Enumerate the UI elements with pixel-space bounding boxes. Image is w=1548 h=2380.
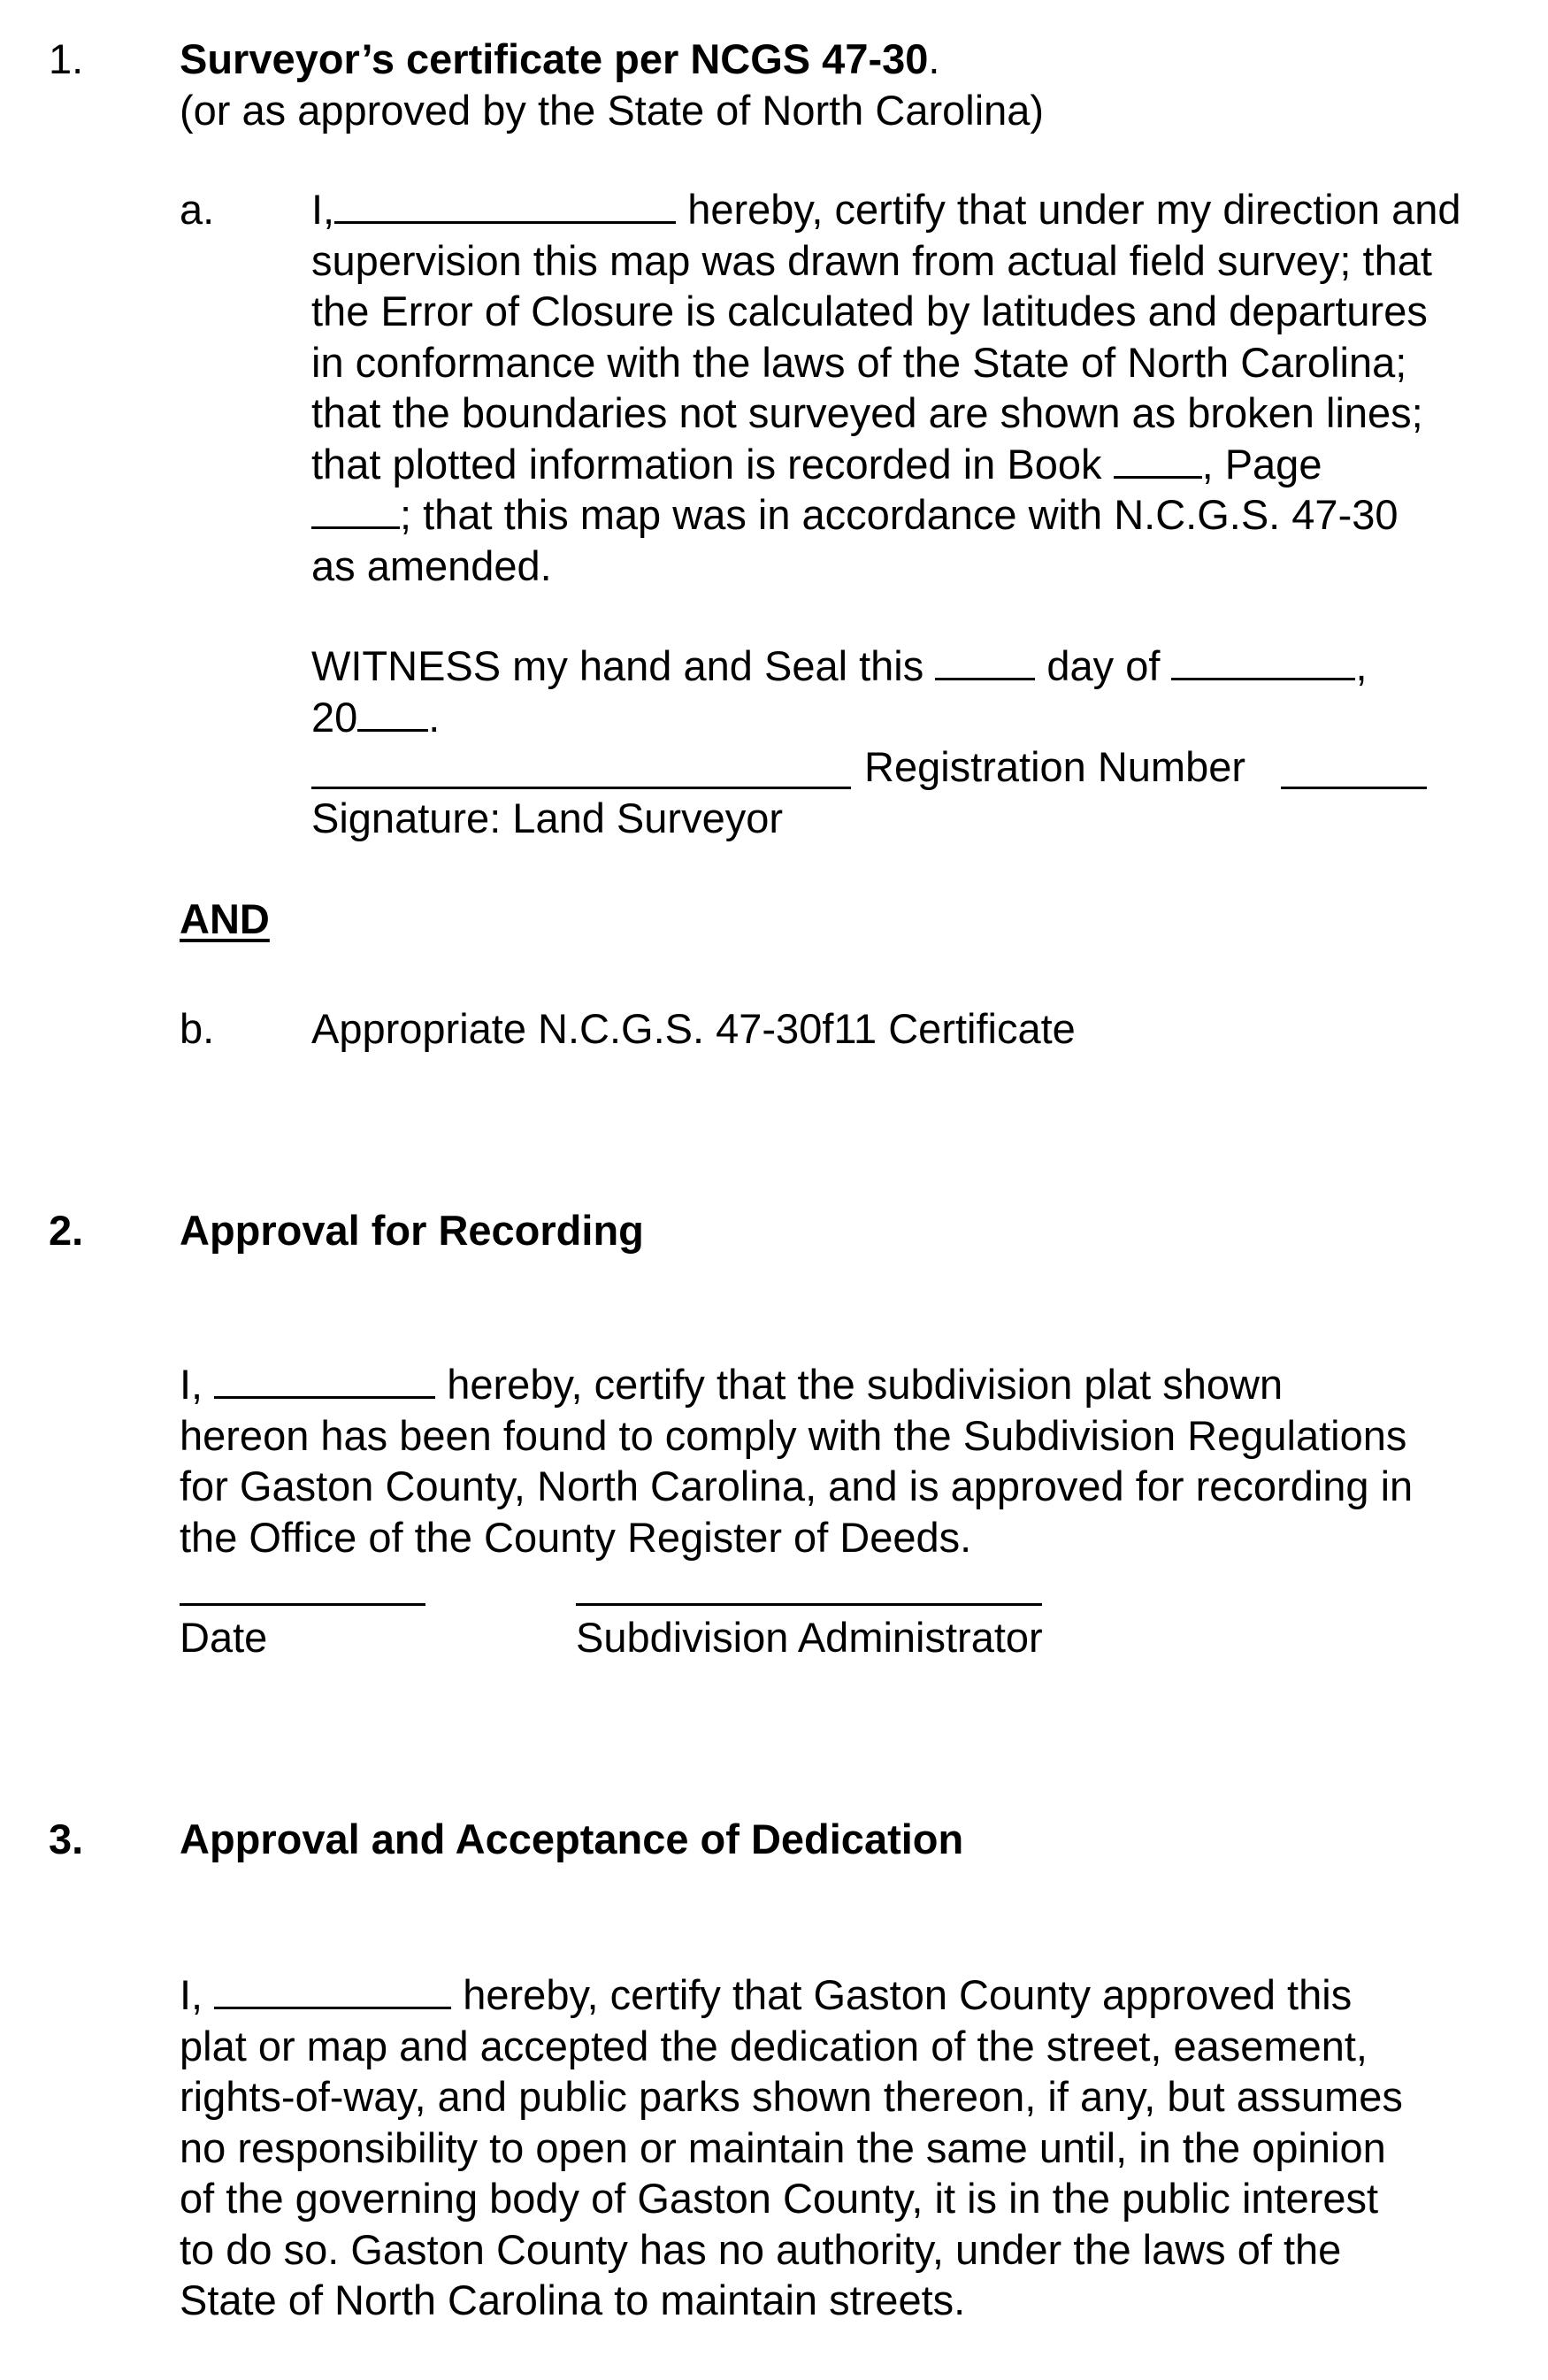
- witness-line-1: [311, 641, 1368, 692]
- section1-title-text: Surveyor’s certificate per NCGS 47-30: [180, 35, 929, 82]
- item-a-line-4: in conformance with the laws of the State of North Carolina;: [311, 338, 1407, 386]
- section3-line-1-start: I,: [180, 1971, 215, 2018]
- surveyor-signature-line[interactable]: [311, 787, 851, 789]
- section2-line-1: [180, 1359, 1413, 1410]
- section2-line-1-start: I,: [180, 1361, 215, 1408]
- section1-title: [180, 34, 939, 84]
- section3-line-1-end: hereby, certify that Gaston County approved this: [451, 1971, 1353, 2018]
- section1-subtitle: (or as approved by the State of North Carolina): [180, 87, 1045, 134]
- section2-line-2: hereon has been found to comply with the Subdivision Regulations: [180, 1411, 1407, 1459]
- item-b-text: Appropriate N.C.G.S. 47-30f11 Certificate: [311, 1005, 1076, 1052]
- section3-line-3: rights-of-way, and public parks shown thereon, if any, but assumes: [180, 2073, 1403, 2120]
- witness-text-end: ,: [1355, 642, 1368, 689]
- item-a-letter: a.: [180, 186, 215, 233]
- section1-number: 1.: [49, 35, 84, 82]
- section3-line-4: no responsibility to open or maintain the same until, in the opinion: [180, 2123, 1386, 2171]
- item-a-line-7-end: ; that this map was in accordance with N.C.G.S. 47-30: [400, 491, 1399, 538]
- item-a-line-8: as amended.: [311, 541, 552, 589]
- administrator-name-blank[interactable]: [214, 1363, 435, 1399]
- section3-line-2: plat or map and accepted the dedication of the street, easement,: [180, 2022, 1368, 2069]
- section2-title: Approval for Recording: [180, 1207, 644, 1254]
- item-a-line-6-end: , Page: [1201, 440, 1322, 488]
- item-a-line-6-start: that plotted information is recorded in Book: [311, 440, 1114, 488]
- date-label: Date: [180, 1614, 268, 1661]
- witness-text-mid: day of: [1035, 642, 1172, 689]
- administrator-label: Subdivision Administrator: [576, 1614, 1043, 1661]
- year-prefix: 20: [311, 693, 358, 741]
- item-a-line-3: the Error of Closure is calculated by latitudes and departures: [311, 288, 1428, 334]
- item-a-line-6: [311, 439, 1460, 490]
- date-line[interactable]: [180, 1603, 425, 1606]
- page-blank[interactable]: [311, 493, 400, 529]
- section2-number: 2.: [49, 1207, 84, 1254]
- signature-label: Signature: Land Surveyor: [311, 795, 783, 841]
- item-a-line-1: [311, 184, 1460, 235]
- book-blank[interactable]: [1114, 442, 1202, 479]
- item-a-line-2: supervision this map was drawn from actual field survey; that: [311, 236, 1432, 284]
- section3-line-5: of the governing body of Gaston County, it is in the public interest: [180, 2175, 1379, 2222]
- day-blank[interactable]: [935, 644, 1035, 680]
- administrator-signature-line[interactable]: [576, 1603, 1042, 1606]
- witness-text-start: WITNESS my hand and Seal this: [311, 642, 936, 689]
- county-official-name-blank[interactable]: [214, 1973, 451, 2009]
- item-a-line-1-end: hereby, certify that under my direction and: [687, 186, 1461, 233]
- witness-block: [311, 641, 1368, 742]
- section3-line-6: to do so. Gaston County has no authority, under the laws of the: [180, 2225, 1342, 2273]
- month-blank[interactable]: [1171, 644, 1355, 680]
- item-b-letter: b.: [180, 1005, 215, 1052]
- item-a-line-7: [311, 489, 1460, 541]
- witness-line-2: [311, 692, 1368, 743]
- section3-line-7: State of North Carolina to maintain streets.: [180, 2276, 966, 2323]
- section2-paragraph: [180, 1359, 1413, 1562]
- section1-title-suffix: .: [928, 35, 940, 82]
- year-blank[interactable]: [357, 695, 428, 732]
- surveyor-name-blank[interactable]: [334, 188, 676, 224]
- section3-line-1: [180, 1969, 1403, 2021]
- registration-number-label: Registration Number: [864, 743, 1246, 790]
- and-label: AND: [180, 895, 270, 942]
- section2-line-1-end: hereby, certify that the subdivision plat shown: [435, 1361, 1284, 1408]
- section3-number: 3.: [49, 1816, 84, 1862]
- item-a-paragraph: [311, 184, 1460, 591]
- item-a-line-5: that the boundaries not surveyed are shown as broken lines;: [311, 389, 1423, 436]
- section2-line-4: the Office of the County Register of Deeds.: [180, 1513, 972, 1561]
- registration-number-line[interactable]: [1281, 787, 1427, 789]
- section3-title: Approval and Acceptance of Dedication: [180, 1816, 964, 1862]
- section3-paragraph: [180, 1969, 1403, 2326]
- item-a-line-1-start: I,: [311, 186, 335, 233]
- section2-line-3: for Gaston County, North Carolina, and is approved for recording in: [180, 1463, 1414, 1509]
- year-suffix: .: [428, 693, 441, 741]
